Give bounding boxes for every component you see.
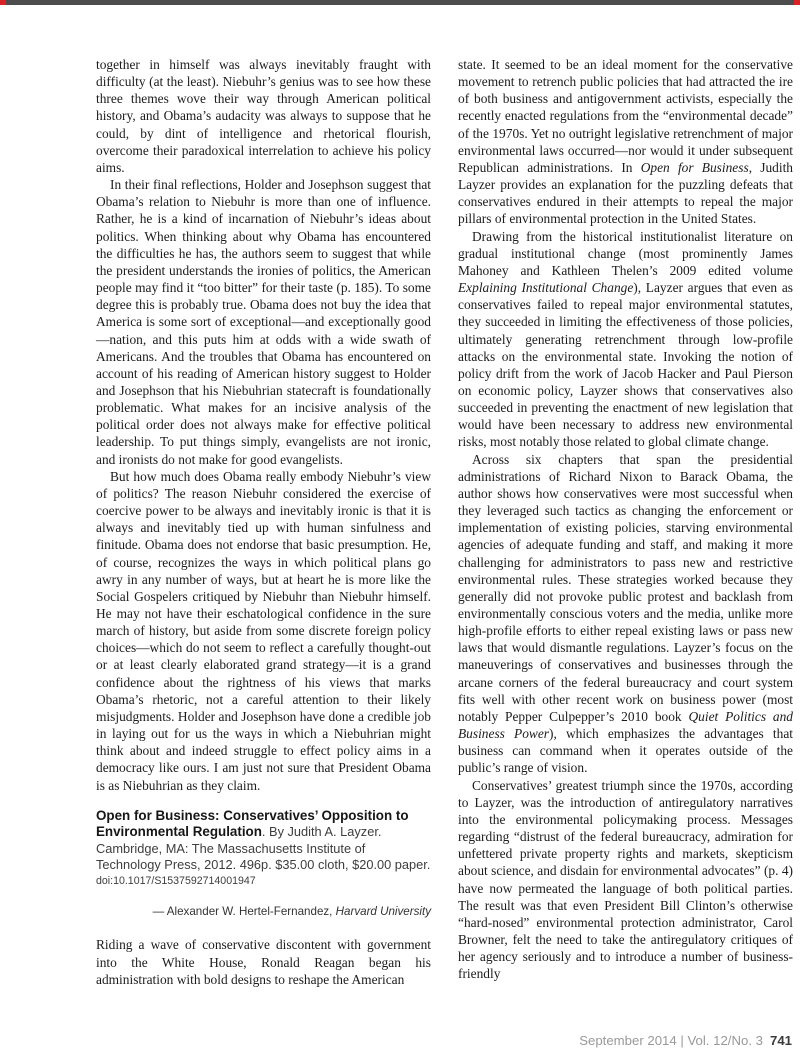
doi-line: doi:10.1017/S1537592714001947: [96, 875, 256, 888]
page-number: 741: [769, 1033, 792, 1048]
paragraph: [96, 936, 431, 987]
paragraph: [96, 56, 431, 176]
text-segment: But how much does Obama really embody Niebuhr’s view of politics? The reason Niebuhr considered the exercise of coercive power to be always and inevitably ironic is that it is always and inevitably tied up with human sinfulness and finitude. Obama does not endorse that basic presumption. He, of course, recognizes the ways in which political plans go awry in any number of ways, but at heart he is more like the Social Gospelers critiqued by Niebuhr than Niebuhr himself. He may not have their eschatological confidence in the sure march of history, but aside from some discrete foreign policy choices—which do not seem to reflect a carefully thought-out or at least clearly elaborated grand strategy—it is a grand confidence about the rightness of his views that marks Obama’s rhetoric, not a careful attention to their likely misjudgments. Holder and Josephson have done a credible job in laying out for us the ways in which a Niebuhrian might think about and indeed struggle to effect policy aims in a democracy like ours. I am just not sure that President Obama is as Niebuhrian as they claim.: [96, 468, 431, 793]
paragraph: [458, 777, 793, 983]
italic-book-title: Explaining Institutional Change: [458, 280, 634, 296]
text-segment: In their final reflections, Holder and Josephson suggest that Obama’s relation to Niebuhr is more than one of influence. Rather, he is a kind of incarnation of Niebuhr’s ideas about politics. When thinking about why Obama has encountered the difficulties he has, the authors seem to suggest that while the president understands the ironies of politics, the American people may find it “too bitter” for their taste (p. 185). To some degree this is probably true. Obama does not buy the idea that America is some sort of exceptional—and exceptionally good—nation, and this puts him at odds with a wide swath of Americans. And the troubles that Obama has encountered on account of his reading of American history suggest to Holder and Josephson that his Niebuhrian statecraft is foundationally problematic. What makes for an incisive analysis of the political order does not always make for effective political leadership. To put things simply, evangelists are not ironic, and ironists do not make for good evangelists.: [96, 177, 431, 467]
red-registration-mark-right: [794, 0, 800, 5]
right-column-paragraphs: [458, 56, 793, 982]
text-segment: Across six chapters that span the presidential administrations of Richard Nixon to Barack Obama, the author shows how conservatives were most successful when they leveraged such tactics as changing the enforcement or implementation of existing policies, starving environmental agencies of adequate funding and staff, and making it more challenging for administrators to pass new and restrictive environmental rules. These strategies worked because they generally did not provoke public protest and backlash from environmentally conscious voters and the media, unlike more high-profile efforts to either repeal existing laws or pass new laws that would dismantle regulations. Layzer’s focus on the maneuverings of conservatives and businesses through the arcane corners of the federal bureaucracy and court system fits well with other recent work on business power (most notably Pepper Culpepper’s 2010 book: [458, 451, 793, 724]
text-segment: Conservatives’ greatest triumph since the 1970s, according to Layzer, was the introduction of antiregulatory narratives into the environmental policymaking process. Messages regarding “distrust of the federal bureaucracy, admiration for unfettered private property rights and markets, skepticism about science, and disdain for environmental advocates” (p. 4) have now permeated the language of both political parties. The result was that even President Bill Clinton’s otherwise “hard-nosed” environmental protection administrator, Carol Browner, felt the need to take the antiregulatory critiques of her agency seriously and to introduce a number of business-friendly: [458, 777, 793, 982]
paragraph: [96, 176, 431, 468]
red-registration-mark-left: [0, 0, 6, 5]
book-title: Open for Business: Conservatives’ Opposition to Environmental Regulation: [96, 807, 409, 840]
reviewer-affiliation: Harvard University: [335, 905, 431, 919]
paragraph: [458, 451, 793, 777]
text-segment: Drawing from the historical institutionalist literature on gradual institutional change (most prominently James Mahoney and Kathleen Thelen’s 2009 edited volume: [458, 228, 793, 278]
issue-info: September 2014 | Vol. 12/No. 3: [579, 1033, 763, 1048]
left-column: [96, 56, 431, 988]
paragraph: [458, 56, 793, 228]
italic-book-title: Quiet Politics and Business Power: [458, 708, 793, 742]
text-segment: ), Layzer argues that even as conservatives failed to repeal major environmental statutes, they succeeded in limiting the effectiveness of those policies, ultimately generating retrenchment through low-profile attacks on the environmental state. Invoking the notion of policy drift from the work of Jacob Hacker and Paul Pierson on economic policy, Layzer shows that conservatives also succeeded in preventing the enactment of new legislation that would have been necessary to address new environmental risks, most notably those related to global climate change.: [458, 280, 793, 450]
italic-book-title: Open for Business: [640, 159, 749, 175]
reviewer-name: — Alexander W. Hertel-Fernandez,: [152, 905, 336, 919]
paragraph: [96, 468, 431, 794]
text-segment: together in himself was always inevitably fraught with difficulty (at the least). Niebuhr’s genius was to see how these three themes wove their way through American political history, and Obama’s audacity was always to suppose that he could, by dint of intelligence and rhetorical flourish, overcome their paradoxical interrelation to achieve his policy aims.: [96, 57, 431, 175]
left-column-paragraphs: [96, 56, 431, 794]
top-rule-bar: [0, 0, 800, 5]
text-segment: Riding a wave of conservative discontent with government into the White House, Ronald Reagan began his administration with bold designs to reshape the American: [96, 937, 431, 987]
text-segment: state. It seemed to be an ideal moment for the conservative movement to retrench public policies that had attracted the ire of both business and antigovernment activists, especially the recently enacted regulations from the “environmental decade” of the 1970s. Yet no outright legislative retrenchment of major environmental laws occurred—nor would it under subsequent Republican administrations. In: [458, 57, 793, 175]
page-footer: [579, 1033, 792, 1048]
right-column: [458, 56, 793, 988]
paragraph: [458, 228, 793, 451]
reviewer-attribution: [96, 905, 431, 919]
book-citation: . By Judith A. Layzer. Cambridge, MA: The Massachusetts Institute of Technology Press, 2012. 496p. $35.00 cloth, $20.00 paper.: [96, 824, 431, 872]
text-segment: , Judith Layzer provides an explanation for the puzzling defeats that conservatives endured in their attempts to repeal the major pillars of environmental protection in the United States.: [458, 159, 793, 227]
review-opening-paragraphs: [96, 936, 431, 987]
book-review-heading: [96, 808, 431, 874]
text-segment: ), which emphasizes the advantages that business can command when it operates outside of the public’s range of vision.: [458, 726, 793, 776]
page-body: [96, 56, 793, 988]
